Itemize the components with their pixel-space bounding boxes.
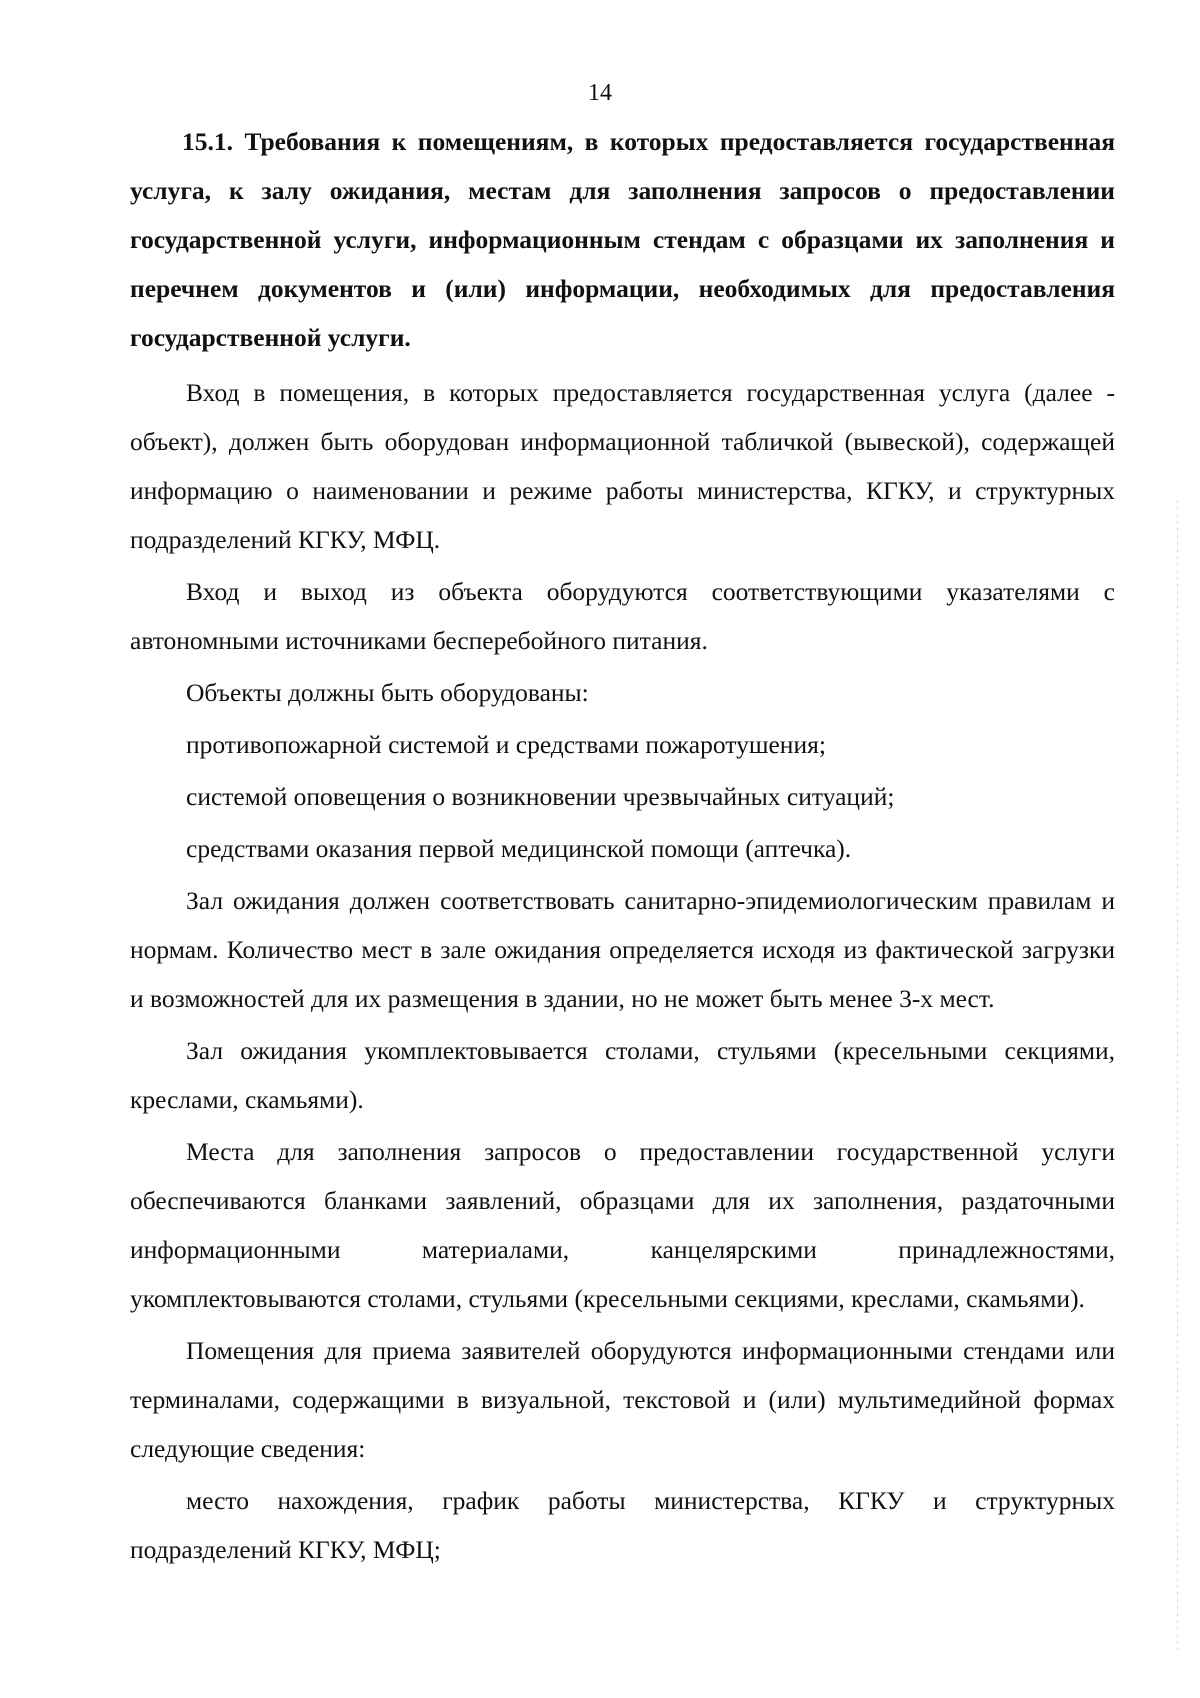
section-heading: 15.1. Требования к помещениям, в которых предоставляется государственная услуга, к залу ожидания, местам для заполнения запросов о предоставлении государственной услуги, информационным стендам с образцами их заполнения и перечнем документов и (или) информации, необходимых для предоставления государственной услуги. <box>130 127 1115 352</box>
document-body <box>130 117 1115 1577</box>
paragraph-information-stands: Помещения для приема заявителей оборудуются информационными стендами или терминалами, содержащими в визуальной, текстовой и (или) мультимедийной формах следующие сведения: <box>130 1336 1115 1463</box>
paragraph-equipment-intro: Объекты должны быть оборудованы: <box>186 678 589 707</box>
list-item-emergency-alert: системой оповещения о возникновении чрезвычайных ситуаций; <box>186 782 895 811</box>
list-item-location-schedule: место нахождения, график работы министерства, КГКУ и структурных подразделений КГКУ, МФЦ; <box>130 1486 1115 1564</box>
paragraph-entrance-signage: Вход в помещения, в которых предоставляется государственная услуга (далее - объект), должен быть оборудован информационной табличкой (вывеской), содержащей информацию о наименовании и режиме работы министерства, КГКУ, и структурных подразделений КГКУ, МФЦ. <box>130 378 1115 554</box>
list-item-fire-system: противопожарной системой и средствами пожаротушения; <box>186 730 826 759</box>
scan-edge-artifact <box>1177 500 1178 1650</box>
page-number: 14 <box>588 80 612 106</box>
paragraph-entrance-exit-signs: Вход и выход из объекта оборудуются соответствующими указателями с автономными источниками бесперебойного питания. <box>130 577 1115 655</box>
list-item-first-aid: средствами оказания первой медицинской помощи (аптечка). <box>186 834 852 863</box>
paragraph-waiting-hall-norms: Зал ожидания должен соответствовать санитарно-эпидемиологическим правилам и нормам. Количество мест в зале ожидания определяется исходя из фактической загрузки и возможностей для их размещения в здании, но не может быть менее 3-х мест. <box>130 886 1115 1013</box>
paragraph-request-filling-places: Места для заполнения запросов о предоставлении государственной услуги обеспечиваются бланками заявлений, образцами для их заполнения, раздаточными информационными материалами, канцелярскими принадлежностями, укомплектовываются столами, стульями (кресельными секциями, креслами, скамьями). <box>130 1137 1115 1313</box>
paragraph-waiting-hall-furniture: Зал ожидания укомплектовывается столами, стульями (кресельными секциями, креслами, скамьями). <box>130 1036 1115 1114</box>
